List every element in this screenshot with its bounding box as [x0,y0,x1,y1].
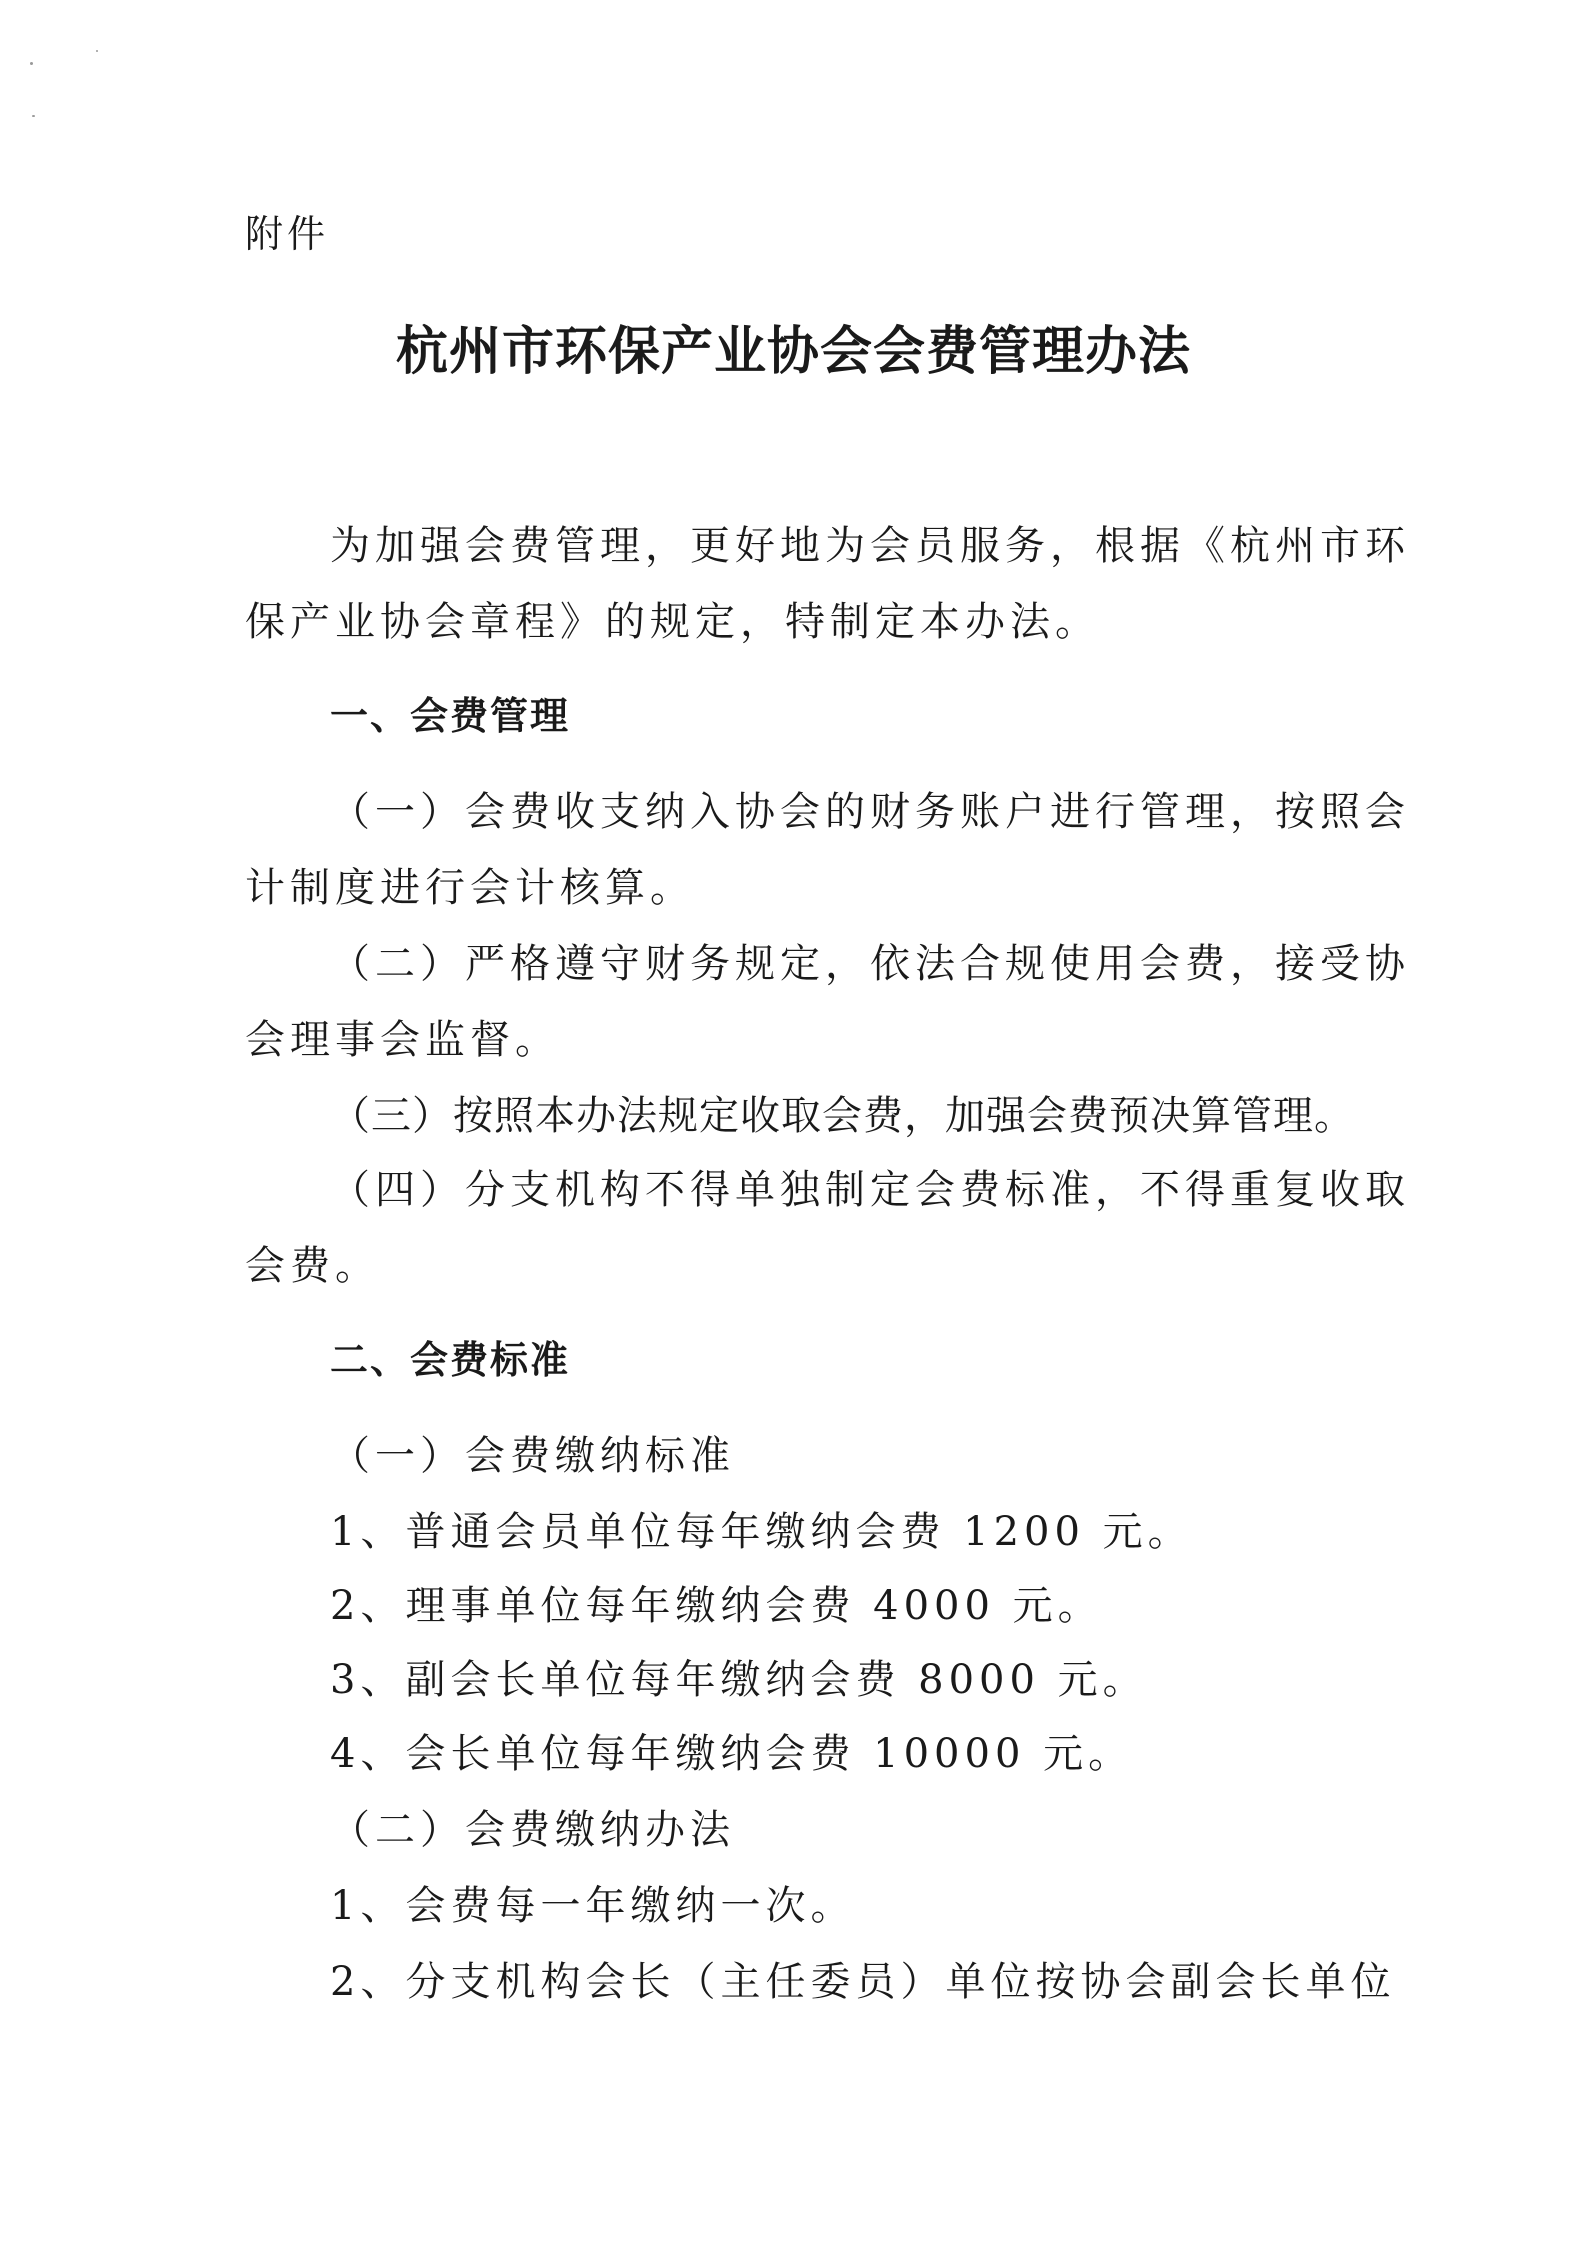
intro-line-2: 保产业协会章程》的规定，特制定本办法。 [245,599,1100,645]
intro-line-1: 为加强会费管理，更好地为会员服务，根据《杭州市环 [330,523,1410,569]
section2-sub2-title: （二）会费缴纳办法 [330,1807,735,1853]
section2-sub1-item4: 4、会长单位每年缴纳会费 10000 元。 [330,1731,1134,1777]
section2-sub2-item1: 1、会费每一年缴纳一次。 [330,1883,856,1929]
section1-item1-line2: 计制度进行会计核算。 [245,865,695,911]
section2-sub2-item2: 2、分支机构会长（主任委员）单位按协会副会长单位 [330,1959,1396,2005]
scan-speck [30,62,33,65]
section1-item4-line1: （四）分支机构不得单独制定会费标准，不得重复收取 [330,1167,1410,1213]
section2-sub1-title: （一）会费缴纳标准 [330,1433,735,1479]
section-heading-fee-standard: 二、会费标准 [330,1338,571,1382]
section1-item2-line1: （二）严格遵守财务规定，依法合规使用会费，接受协 [330,941,1410,987]
section2-sub1-item3: 3、副会长单位每年缴纳会费 8000 元。 [330,1657,1148,1703]
section1-item3-line1: （三）按照本办法规定收取会费，加强会费预决算管理。 [330,1093,1355,1139]
section2-sub1-item2: 2、理事单位每年缴纳会费 4000 元。 [330,1583,1103,1629]
section2-sub1-item1: 1、普通会员单位每年缴纳会费 1200 元。 [330,1509,1193,1555]
section1-item2-line2: 会理事会监督。 [245,1017,560,1063]
section1-item4-line2: 会费。 [245,1243,380,1289]
section-heading-fee-management: 一、会费管理 [330,694,571,738]
scan-speck [32,115,35,117]
attachment-label: 附件 [245,212,330,256]
document-title: 杭州市环保产业协会会费管理办法 [395,321,1191,382]
section1-item1-line1: （一）会费收支纳入协会的财务账户进行管理，按照会 [330,789,1410,835]
scan-speck [96,50,98,52]
